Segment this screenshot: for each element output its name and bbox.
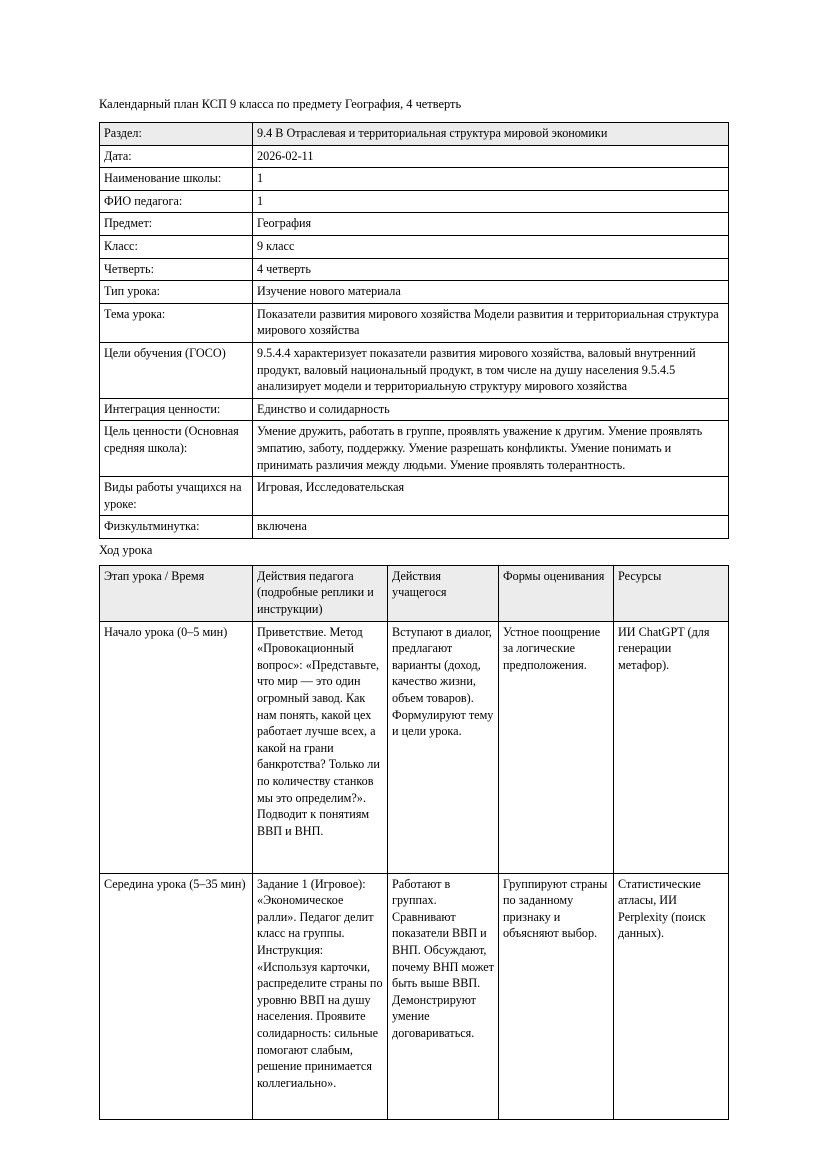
cell-teacher-actions: Задание 1 (Игровое): «Экономическое ралли». Педагог делит класс на группы. Инструкция: «Используя карточки, распределите страны по уровню ВВП на душу населения. Проявите солидарность: сильные помогают слабым, решение принимается коллегиально».	[253, 873, 388, 1119]
table-row	[100, 342, 729, 398]
table-row	[100, 621, 729, 873]
page-title: Календарный план КСП 9 класса по предмету География, 4 четверть	[99, 97, 462, 111]
cell-stage: Начало урока (0–5 мин)	[100, 621, 253, 873]
table-row	[100, 168, 729, 191]
info-value: Единство и солидарность	[253, 398, 729, 421]
cell-stage: Середина урока (5–35 мин)	[100, 873, 253, 1119]
info-label: Класс:	[100, 235, 253, 258]
info-label: Наименование школы:	[100, 168, 253, 191]
info-label: Физкультминутка:	[100, 516, 253, 539]
info-value: включена	[253, 516, 729, 539]
cell-assessment: Группируют страны по заданному признаку и объясняют выбор.	[499, 873, 614, 1119]
info-value: 9.4 В Отраслевая и территориальная структура мировой экономики	[253, 123, 729, 146]
column-header-student-actions: Действия учащегося	[388, 565, 499, 621]
column-header-assessment: Формы оценивания	[499, 565, 614, 621]
table-row	[100, 873, 729, 1119]
info-label: Четверть:	[100, 258, 253, 281]
info-label: Тема урока:	[100, 303, 253, 342]
info-label: ФИО педагога:	[100, 190, 253, 213]
info-label: Дата:	[100, 145, 253, 168]
info-value: 4 четверть	[253, 258, 729, 281]
document-content	[99, 96, 728, 1120]
lesson-info-table	[99, 122, 729, 539]
table-row	[100, 213, 729, 236]
table-row	[100, 123, 729, 146]
info-label: Интеграция ценности:	[100, 398, 253, 421]
column-header-teacher-actions: Действия педагога (подробные реплики и инструкции)	[253, 565, 388, 621]
lesson-flow-body	[100, 621, 729, 1119]
table-row	[100, 235, 729, 258]
cell-resources: Статистические атласы, ИИ Perplexity (поиск данных).	[614, 873, 729, 1119]
table-row	[100, 477, 729, 516]
table-row	[100, 145, 729, 168]
info-value: 1	[253, 190, 729, 213]
table-row	[100, 303, 729, 342]
table-row	[100, 398, 729, 421]
table-row	[100, 516, 729, 539]
lesson-flow-head	[100, 565, 729, 621]
table-header-row	[100, 565, 729, 621]
info-value: 9 класс	[253, 235, 729, 258]
info-label: Цели обучения (ГОСО)	[100, 342, 253, 398]
info-label: Виды работы учащихся на уроке:	[100, 477, 253, 516]
info-value: Показатели развития мирового хозяйства Модели развития и территориальная структура мирового хозяйства	[253, 303, 729, 342]
info-label: Тип урока:	[100, 281, 253, 304]
cell-resources: ИИ ChatGPT (для генерации метафор).	[614, 621, 729, 873]
table-row	[100, 258, 729, 281]
info-value: География	[253, 213, 729, 236]
cell-student-actions: Вступают в диалог, предлагают варианты (доход, качество жизни, объем товаров). Формулируют тему и цели урока.	[388, 621, 499, 873]
cell-assessment: Устное поощрение за логические предположения.	[499, 621, 614, 873]
info-value: 2026-02-11	[253, 145, 729, 168]
flow-table-caption: Ход урока	[99, 542, 153, 557]
table-row	[100, 190, 729, 213]
cell-student-actions: Работают в группах. Сравнивают показатели ВВП и ВНП. Обсуждают, почему ВНП может быть выше ВВП. Демонстрируют умение договариваться.	[388, 873, 499, 1119]
table-row	[100, 421, 729, 477]
lesson-flow-table	[99, 565, 729, 1120]
info-value: 9.5.4.4 характеризует показатели развития мирового хозяйства, валовый внутренний продукт, валовый национальный продукт, в том числе на душу населения 9.5.4.5 анализирует модели и территориальную структуру мирового хозяйства	[253, 342, 729, 398]
info-label: Предмет:	[100, 213, 253, 236]
table-row	[100, 281, 729, 304]
lesson-info-body	[100, 123, 729, 539]
info-value: 1	[253, 168, 729, 191]
cell-teacher-actions: Приветствие. Метод «Провокационный вопрос»: «Представьте, что мир — это один огромный завод. Как нам понять, какой цех работает лучше всех, а какой на грани банкротства? Только ли по количеству станков мы это определим?». Подводит к понятиям ВВП и ВНП.	[253, 621, 388, 873]
info-label: Цель ценности (Основная средняя школа):	[100, 421, 253, 477]
info-label: Раздел:	[100, 123, 253, 146]
column-header-stage: Этап урока / Время	[100, 565, 253, 621]
info-value: Умение дружить, работать в группе, проявлять уважение к другим. Умение проявлять эмпатию, заботу, поддержку. Умение разрешать конфликты. Умение понимать и принимать различия между людьми. Умение проявлять толерантность.	[253, 421, 729, 477]
info-value: Игровая, Исследовательская	[253, 477, 729, 516]
column-header-resources: Ресурсы	[614, 565, 729, 621]
info-value: Изучение нового материала	[253, 281, 729, 304]
